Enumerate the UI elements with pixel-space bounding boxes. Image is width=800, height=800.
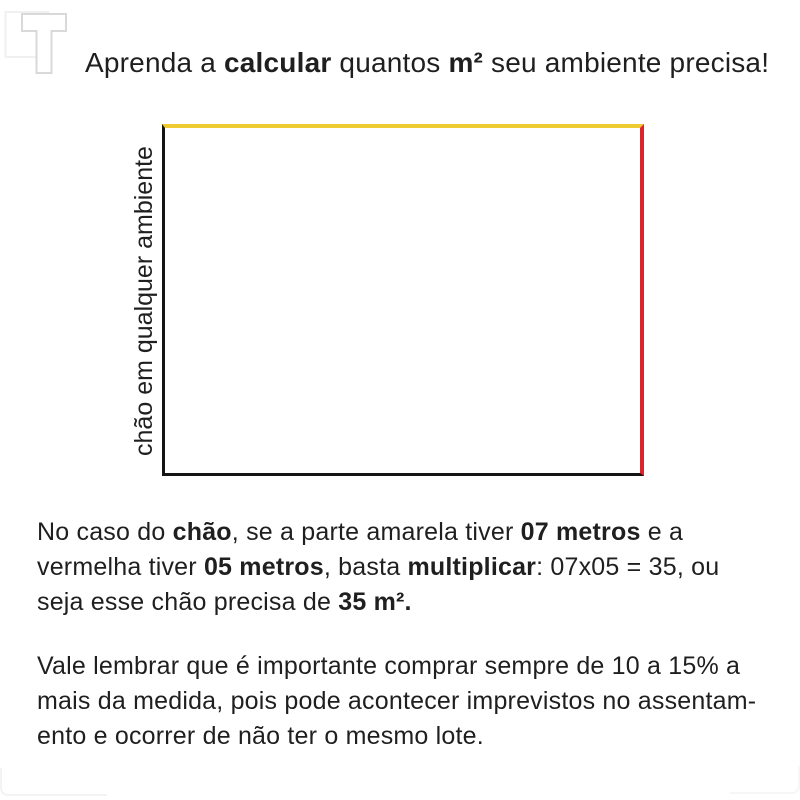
text-line: ento e ocorrer de não ter o mesmo lote. (37, 722, 484, 750)
explanation-paragraph (37, 515, 719, 620)
text-line: mais da medida, pois pode acontecer imprevistos no assentam- (37, 687, 757, 715)
tip-paragraph (37, 649, 756, 754)
text-segment-bold: 35 m². (338, 588, 412, 616)
text-segment-bold: 07 metros (520, 518, 641, 546)
text-segment: seja esse chão precisa de (37, 588, 339, 616)
text-segment-bold: multiplicar (407, 553, 537, 581)
title-segment: Aprenda a (85, 47, 224, 78)
text-segment: : 07x05 = 35, ou (536, 553, 720, 581)
title-segment: quantos (331, 47, 449, 78)
diagram-side-label: chão em qualquer ambiente (130, 146, 158, 456)
card-edge-bottom-right (730, 766, 800, 794)
title-segment: seu ambiente precisa! (483, 47, 770, 78)
text-segment: vermelha tiver (37, 553, 204, 581)
page-title (85, 46, 769, 80)
text-segment: , se a parte amarela tiver (231, 518, 521, 546)
text-segment-bold: 05 metros (203, 553, 324, 581)
title-segment-bold: calcular (224, 47, 332, 78)
text-segment: No caso do (37, 518, 173, 546)
card-edge-bottom-left (0, 768, 107, 796)
title-segment-bold: m² (448, 47, 484, 78)
text-segment: , basta (323, 553, 408, 581)
text-line: Vale lembrar que é importante comprar sempre de 10 a 15% a (37, 652, 741, 680)
text-segment: e a (640, 518, 684, 546)
floor-area-rectangle (162, 124, 644, 476)
brand-logo (4, 4, 70, 78)
letter-t-logo-icon (4, 4, 70, 78)
text-segment-bold: chão (172, 518, 232, 546)
